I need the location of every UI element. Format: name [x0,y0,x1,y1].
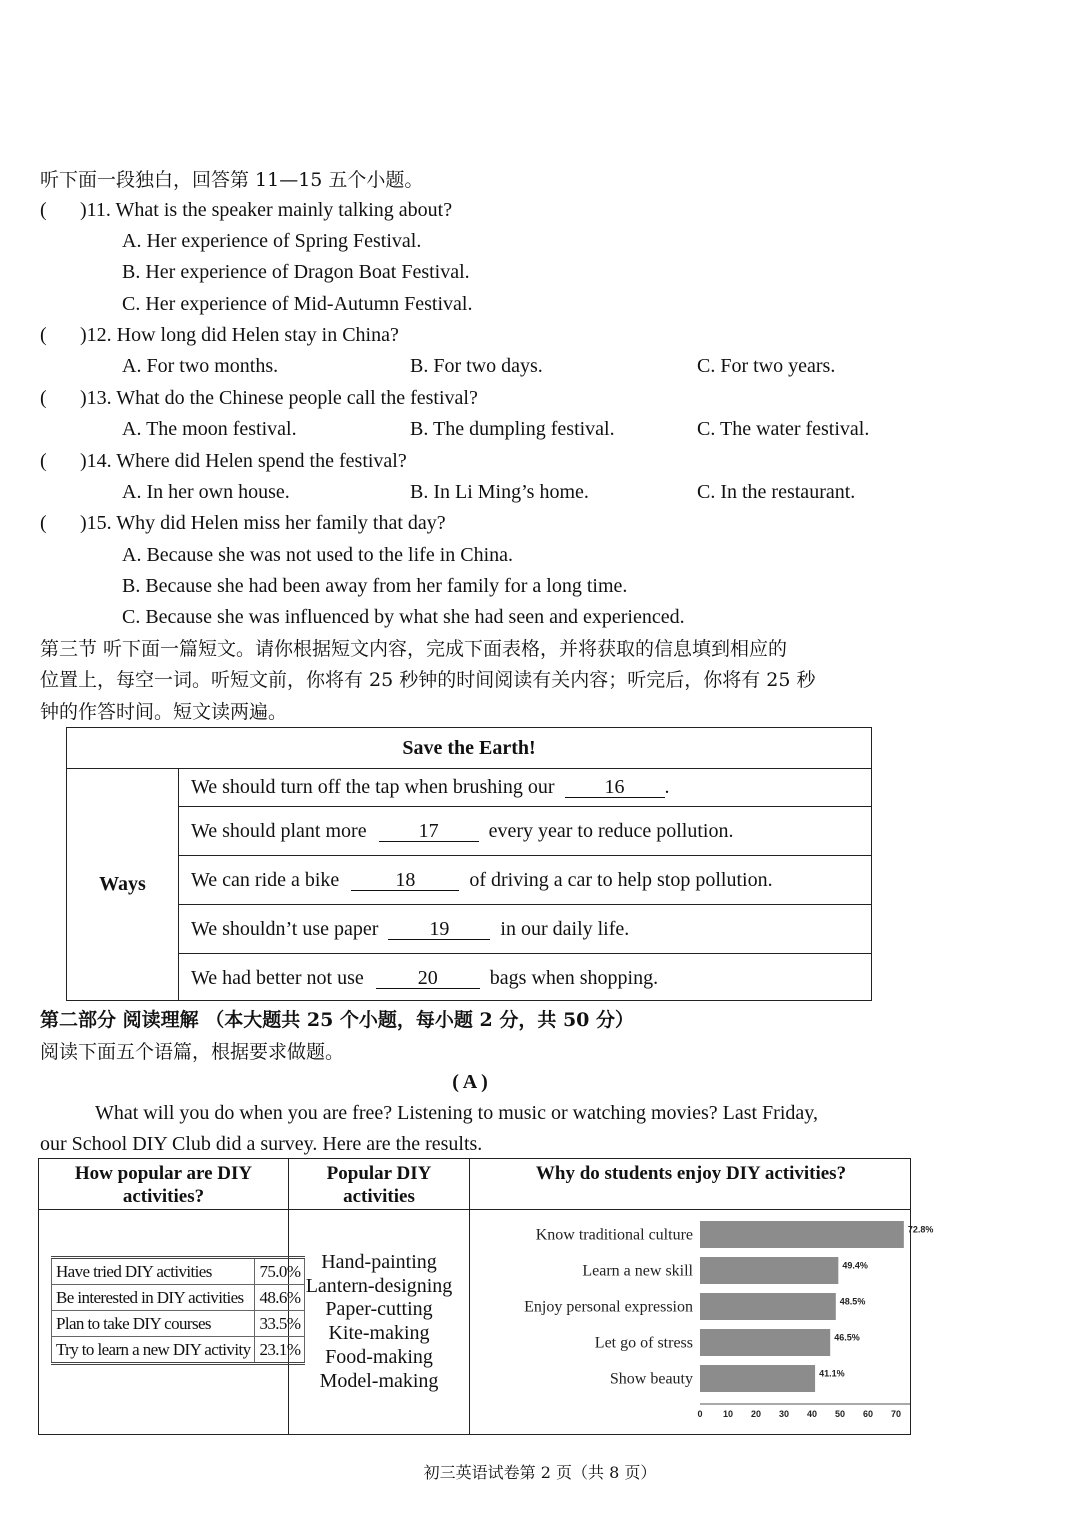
save-earth-table [66,727,872,1001]
chart-bar [700,1365,815,1392]
column-header-reasons: Why do students enjoy DIY activities? [535,1163,847,1184]
reasons-bar-chart [479,1217,934,1427]
option-a: A. For two months. [122,355,279,377]
list-item: Food-making [325,1345,433,1368]
stat-value: 33.5% [255,1311,305,1337]
section3-instruction-line: 第三节 听下面一篇短文。请你根据短文内容，完成下面表格，并将获取的信息填到相应的 [40,638,788,660]
part2-instruction: 阅读下面五个语篇，根据要求做题。 [40,1041,345,1063]
activities-list [289,1251,469,1393]
chart-data-label: 48.5% [839,1296,866,1307]
row-text: We shouldn’t use paper [191,918,379,940]
question-paren: ( [40,324,47,346]
question-text: )12. How long did Helen stay in China? [80,324,399,346]
header-line: How popular are DIY [74,1163,253,1184]
header-line: activities [343,1186,415,1207]
option-a: A. In her own house. [122,481,290,503]
option-a: A. The moon festival. [122,418,297,440]
stat-label: Plan to take DIY courses [52,1311,255,1337]
question-text: )11. What is the speaker mainly talking about? [80,199,453,221]
chart-tick-label: 60 [862,1409,874,1419]
option-a: A. Her experience of Spring Festival. [122,230,422,252]
list-item: Kite-making [328,1322,430,1345]
passage-line: our School DIY Club did a survey. Here are the results. [40,1133,483,1155]
chart-tick-label: 30 [778,1409,790,1419]
chart-category-label: Enjoy personal expression [524,1298,693,1316]
row-text: every year to reduce pollution. [488,820,734,842]
popularity-table [51,1256,305,1365]
list-item: Paper-cutting [325,1298,433,1321]
question-paren: ( [40,199,47,221]
chart-tick-label: 70 [890,1409,902,1419]
chart-data-label: 41.1% [819,1368,845,1379]
answer-blank-18[interactable]: 18 [351,870,459,891]
page-footer: 初三英语试卷第 2 页（共 8 页） [423,1463,657,1482]
chart-bar [700,1257,838,1284]
row-text: We should plant more [191,820,367,842]
list-item: Hand-painting [321,1251,437,1273]
column-header-activities [289,1162,469,1208]
row-text: of driving a car to help stop pollution. [469,869,773,891]
option-c: C. The water festival. [697,418,870,440]
column-divider [469,1159,470,1434]
answer-blank-16[interactable]: 16 [565,777,665,798]
option-b: B. For two days. [410,355,543,377]
option-c: C. For two years. [697,355,836,377]
question-paren: ( [40,512,47,534]
stat-label: Have tried DIY activities [52,1258,255,1285]
chart-category-label: Learn a new skill [582,1262,693,1280]
table-title: Save the Earth! [67,728,871,769]
chart-tick-label: 20 [750,1409,762,1419]
answer-blank-20[interactable]: 20 [376,968,480,989]
table-row [179,808,871,856]
option-b: B. The dumpling festival. [410,418,615,440]
chart-category-label: Let go of stress [594,1334,693,1352]
chart-data-label: 49.4% [842,1260,868,1271]
row-text: We should turn off the tap when brushing our [191,775,555,798]
chart-bar [700,1329,830,1356]
passage-label: ( A ) [452,1071,488,1093]
table-row [52,1337,305,1364]
chart-category-label: Know traditional culture [535,1226,693,1244]
header-line: Popular DIY [326,1163,432,1184]
table-row [179,906,871,954]
table-row [52,1285,305,1311]
chart-bar [700,1293,836,1320]
chart-data-label: 72.8% [907,1224,934,1235]
question-text: )14. Where did Helen spend the festival? [80,450,407,472]
table-row [179,768,871,807]
section3-instruction-line: 位置上，每空一词。听短文前，你将有 25 秒钟的时间阅读有关内容；听完后，你将有 25 秒 [40,669,816,691]
part2-title: 第二部分 阅读理解 （本大题共 25 个小题，每小题 2 分，共 50 分） [40,1009,635,1031]
option-b: B. Because she had been away from her family for a long time. [122,575,628,597]
column-header-popularity [39,1162,288,1208]
passage-line: What will you do when you are free? Listening to music or watching movies? Last Friday, [95,1102,818,1124]
stat-value: 75.0% [255,1258,305,1285]
chart-tick-label: 10 [722,1409,734,1419]
list-item: Lantern-designing [305,1274,453,1297]
chart-category-label: Show beauty [609,1370,693,1388]
chart-tick-label: 40 [806,1409,818,1419]
option-b: B. In Li Ming’s home. [410,481,589,503]
header-line: activities? [122,1186,205,1207]
table-row [52,1258,305,1285]
chart-tick-label: 50 [834,1409,846,1419]
list-item: Model-making [319,1369,439,1392]
option-a: A. Because she was not used to the life in China. [122,544,514,566]
table-row [179,857,871,905]
question-paren: ( [40,387,47,409]
stat-value: 48.6% [255,1285,305,1311]
row-text: in our daily life. [500,918,630,940]
stat-label: Be interested in DIY activities [52,1285,255,1311]
option-c: C. In the restaurant. [697,481,856,503]
stat-value: 23.1% [255,1337,305,1364]
row-text: . [664,775,670,798]
table-row [179,955,871,1001]
option-b: B. Her experience of Dragon Boat Festival. [122,261,470,283]
question-paren: ( [40,450,47,472]
answer-blank-17[interactable]: 17 [379,821,479,842]
answer-blank-19[interactable]: 19 [388,919,490,940]
row-text: We can ride a bike [191,869,340,891]
chart-data-label: 46.5% [834,1332,860,1343]
section3-instruction-line: 钟的作答时间。短文读两遍。 [40,701,288,723]
header-divider [39,1209,910,1210]
chart-bar [700,1221,904,1248]
chart-tick-label: 0 [697,1409,703,1419]
ways-label: Ways [67,768,179,1000]
diy-survey-table [38,1158,934,1435]
question-text: )15. Why did Helen miss her family that day? [80,512,446,534]
table-row [52,1311,305,1337]
stat-label: Try to learn a new DIY activity [52,1337,255,1364]
section-instruction: 听下面一段独白，回答第 11—15 五个小题。 [40,169,424,191]
row-text: bags when shopping. [489,966,659,989]
option-c: C. Because she was influenced by what she had seen and experienced. [122,606,685,628]
row-text: We had better not use [191,966,364,989]
question-text: )13. What do the Chinese people call the festival? [80,387,478,409]
option-c: C. Her experience of Mid-Autumn Festival. [122,293,473,315]
